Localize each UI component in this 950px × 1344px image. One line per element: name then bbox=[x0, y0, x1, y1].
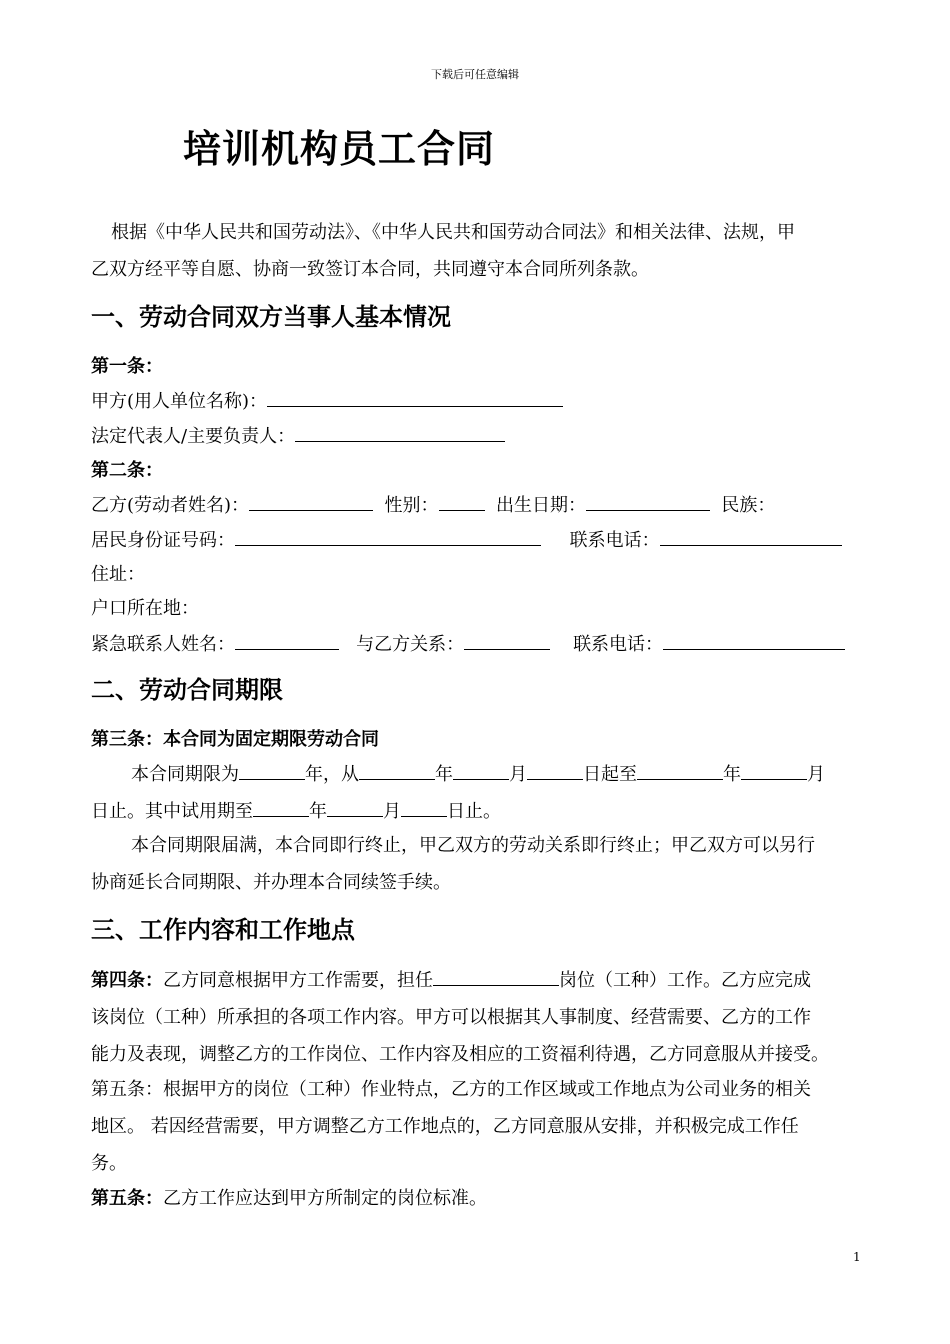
id-phone-row bbox=[91, 529, 842, 552]
start-month-blank[interactable] bbox=[453, 763, 509, 780]
phone2-blank[interactable] bbox=[663, 633, 845, 650]
section-1-heading: 一、劳动合同双方当事人基本情况 bbox=[91, 302, 451, 331]
probation-month-blank[interactable] bbox=[327, 800, 383, 817]
section-2-heading: 二、劳动合同期限 bbox=[91, 675, 283, 704]
end-year-blank[interactable] bbox=[637, 763, 723, 780]
legal-rep-label: 法定代表人/主要负责人： bbox=[91, 426, 296, 447]
page-number: 1 bbox=[853, 1250, 861, 1264]
gender-blank[interactable] bbox=[439, 494, 485, 511]
month-text: 月 bbox=[807, 764, 825, 785]
start-year-blank[interactable] bbox=[359, 763, 435, 780]
term-line-2 bbox=[91, 800, 501, 823]
probation-year-blank[interactable] bbox=[253, 800, 309, 817]
party-b-label: 乙方(劳动者姓名)： bbox=[91, 495, 250, 516]
article-4-line-3: 能力及表现，调整乙方的工作岗位、工作内容及相应的工资福利待遇，乙方同意服从并接受。 bbox=[91, 1044, 829, 1065]
document-title: 培训机构员工合同 bbox=[183, 126, 496, 171]
year-text: 年 bbox=[435, 764, 453, 785]
intro-line-2: 乙双方经平等自愿、协商一致签订本合同，共同遵守本合同所列条款。 bbox=[91, 259, 649, 280]
article-4-line-1 bbox=[91, 969, 811, 992]
emergency-row bbox=[91, 633, 845, 656]
gender-label: 性别： bbox=[384, 495, 439, 516]
emergency-name-label: 紧急联系人姓名： bbox=[91, 634, 235, 655]
article-4-label: 第四条： bbox=[91, 970, 163, 991]
article-5-line-1: 第五条：根据甲方的岗位（工种）作业特点，乙方的工作区域或工作地点为公司业务的相关 bbox=[91, 1079, 811, 1100]
hukou-label: 户口所在地： bbox=[91, 598, 199, 619]
day-end2-text: 日止。 bbox=[447, 801, 501, 822]
from-text: ，从 bbox=[323, 764, 359, 785]
relation-blank[interactable] bbox=[464, 633, 550, 650]
day-from-text: 日起至 bbox=[583, 764, 637, 785]
expiry-line-2: 协商延长合同期限、并办理本合同续签手续。 bbox=[91, 872, 451, 893]
birth-date-blank[interactable] bbox=[586, 494, 710, 511]
legal-rep-blank[interactable] bbox=[295, 425, 505, 442]
phone-label: 联系电话： bbox=[569, 530, 660, 551]
party-a-row bbox=[91, 390, 563, 413]
article-2-label: 第二条： bbox=[91, 460, 163, 481]
id-number-blank[interactable] bbox=[235, 529, 541, 546]
birth-label: 出生日期： bbox=[495, 495, 586, 516]
term-prefix: 本合同期限为 bbox=[131, 764, 239, 785]
start-day-blank[interactable] bbox=[527, 763, 583, 780]
article-4-line-2: 该岗位（工种）所承担的各项工作内容。甲方可以根据其人事制度、经营需要、乙方的工作 bbox=[91, 1007, 811, 1028]
legal-rep-row bbox=[91, 425, 505, 448]
month-text: 月 bbox=[383, 801, 401, 822]
year-text: 年 bbox=[305, 764, 323, 785]
intro-line-1: 根据《中华人民共和国劳动法》、《中华人民共和国劳动合同法》和相关法律、法规，甲 bbox=[111, 222, 795, 243]
position-blank[interactable] bbox=[433, 969, 559, 986]
article-1-label: 第一条： bbox=[91, 356, 163, 377]
probation-day-blank[interactable] bbox=[401, 800, 447, 817]
end-month-blank[interactable] bbox=[741, 763, 807, 780]
phone2-label: 联系电话： bbox=[573, 634, 664, 655]
day-end-text: 日止。其中试用期至 bbox=[91, 801, 253, 822]
term-years-blank[interactable] bbox=[239, 763, 305, 780]
ethnicity-label: 民族： bbox=[721, 495, 776, 516]
id-label: 居民身份证号码： bbox=[91, 530, 235, 551]
article-5-line-2: 地区。 若因经营需要，甲方调整乙方工作地点的，乙方同意服从安排，并积极完成工作任 bbox=[91, 1116, 799, 1137]
phone-blank[interactable] bbox=[660, 529, 842, 546]
article-3: 第三条：本合同为固定期限劳动合同 bbox=[91, 729, 379, 750]
party-b-name-blank[interactable] bbox=[249, 494, 373, 511]
article-5b-line bbox=[91, 1188, 487, 1210]
article-5-line-3: 务。 bbox=[91, 1153, 127, 1174]
month-text: 月 bbox=[509, 764, 527, 785]
party-a-label: 甲方(用人单位名称)： bbox=[91, 391, 268, 412]
header-note: 下载后可任意编辑 bbox=[431, 68, 519, 81]
address-label: 住址： bbox=[91, 564, 145, 585]
term-line-1 bbox=[131, 763, 825, 786]
expiry-line-1: 本合同期限届满，本合同即行终止，甲乙双方的劳动关系即行终止；甲乙双方可以另行 bbox=[131, 835, 815, 856]
year-text: 年 bbox=[723, 764, 741, 785]
article-4-text-a: 乙方同意根据甲方工作需要，担任 bbox=[163, 970, 433, 991]
article-4-text-b: 岗位（工种）工作。乙方应完成 bbox=[559, 970, 811, 991]
section-3-heading: 三、工作内容和工作地点 bbox=[91, 915, 355, 944]
party-a-name-blank[interactable] bbox=[267, 390, 563, 407]
article-5b-text: 乙方工作应达到甲方所制定的岗位标准。 bbox=[163, 1188, 487, 1209]
article-5b-label: 第五条： bbox=[91, 1188, 163, 1209]
emergency-name-blank[interactable] bbox=[235, 633, 339, 650]
party-b-row bbox=[91, 494, 775, 517]
year-text: 年 bbox=[309, 801, 327, 822]
relation-label: 与乙方关系： bbox=[356, 634, 465, 655]
